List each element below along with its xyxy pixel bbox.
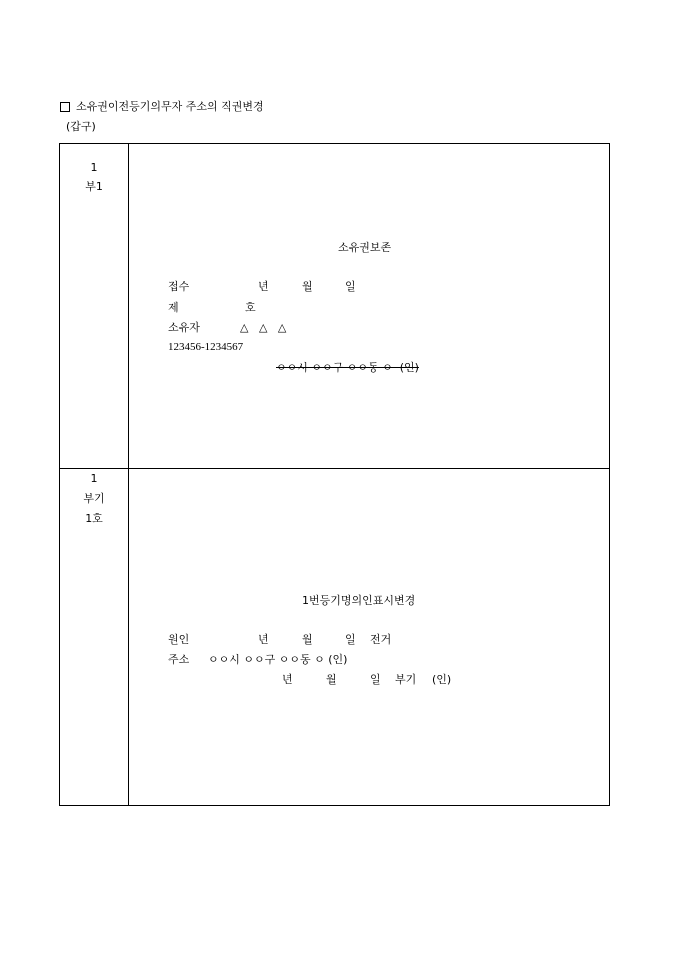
section-label: (갑구) xyxy=(66,120,96,133)
row2-rank-sub1: 부기 xyxy=(83,492,105,505)
row1-owner-label: 소유자 xyxy=(168,321,200,334)
row2-transfer: 전거 xyxy=(370,633,392,646)
row1-struck-address: ㅇㅇ시 ㅇㅇ구 ㅇㅇ동 ㅇ (인) xyxy=(276,361,419,374)
row1-no-label: 제 xyxy=(168,301,179,314)
row1-owner-marks: △ △ △ xyxy=(240,321,287,334)
row2-rank-sub2: 1호 xyxy=(85,512,103,525)
row2-month: 월 xyxy=(302,633,313,646)
row-divider xyxy=(59,468,610,469)
row1-month: 월 xyxy=(302,280,313,293)
row1-id-number: 123456-1234567 xyxy=(168,341,244,353)
row1-receipt-label: 접수 xyxy=(168,280,190,293)
row2-day: 일 xyxy=(345,633,356,646)
column-divider xyxy=(128,143,129,806)
row2-day2: 일 xyxy=(370,673,381,686)
document-title: 소유권이전등기의무자 주소의 직권변경 xyxy=(76,100,264,113)
checkbox-icon xyxy=(60,102,70,112)
row1-purpose: 소유권보존 xyxy=(338,241,392,254)
register-table xyxy=(59,143,610,806)
row2-year2: 년 xyxy=(282,673,293,686)
row1-ho: 호 xyxy=(245,301,256,314)
row2-purpose: 1번등기명의인표시변경 xyxy=(302,594,416,607)
row1-year: 년 xyxy=(258,280,269,293)
row2-annex: 부기 xyxy=(395,673,417,686)
row2-year: 년 xyxy=(258,633,269,646)
row1-rank: 1 xyxy=(90,161,98,174)
row2-month2: 월 xyxy=(326,673,337,686)
row2-cause-label: 원인 xyxy=(168,633,190,646)
row2-seal: (인) xyxy=(432,673,452,686)
row1-day: 일 xyxy=(345,280,356,293)
row1-rank-sub: 부1 xyxy=(85,180,103,193)
row2-address-label: 주소 xyxy=(168,653,190,666)
row2-address: ㅇㅇ시 ㅇㅇ구 ㅇㅇ동 ㅇ (인) xyxy=(208,653,348,666)
row2-rank: 1 xyxy=(90,472,98,485)
